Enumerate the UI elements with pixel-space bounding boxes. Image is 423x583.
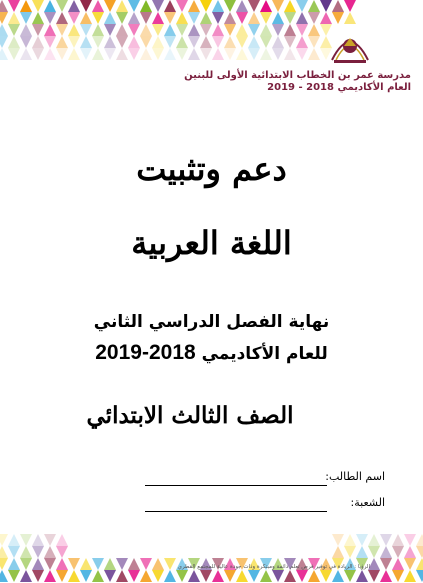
pattern-triangle: [56, 48, 68, 60]
pattern-triangle: [152, 570, 164, 582]
pattern-triangle: [80, 12, 92, 24]
pattern-triangle: [32, 12, 44, 24]
pattern-triangle: [20, 534, 32, 546]
pattern-triangle: [92, 24, 104, 36]
pattern-triangle: [272, 0, 284, 12]
pattern-triangle: [236, 48, 248, 60]
pattern-triangle: [176, 48, 188, 60]
pattern-triangle: [56, 570, 68, 582]
pattern-triangle: [44, 534, 56, 546]
pattern-triangle: [308, 36, 320, 48]
pattern-triangle: [200, 48, 212, 60]
pattern-triangle: [164, 12, 176, 24]
pattern-triangle: [20, 36, 32, 48]
pattern-triangle: [44, 546, 56, 558]
pattern-triangle: [20, 24, 32, 36]
pattern-triangle: [116, 12, 128, 24]
pattern-triangle: [188, 12, 200, 24]
pattern-triangle: [248, 48, 260, 60]
pattern-triangle: [140, 12, 152, 24]
pattern-triangle: [20, 0, 32, 12]
pattern-triangle: [224, 0, 236, 12]
pattern-triangle: [140, 570, 152, 582]
pattern-triangle: [284, 12, 296, 24]
pattern-triangle: [284, 36, 296, 48]
pattern-triangle: [248, 24, 260, 36]
pattern-triangle: [20, 48, 32, 60]
pattern-triangle: [104, 12, 116, 24]
pattern-triangle: [44, 570, 56, 582]
pattern-triangle: [56, 36, 68, 48]
pattern-triangle: [152, 24, 164, 36]
pattern-triangle: [260, 48, 272, 60]
pattern-triangle: [164, 36, 176, 48]
pattern-triangle: [212, 0, 224, 12]
pattern-triangle: [188, 24, 200, 36]
pattern-triangle: [68, 48, 80, 60]
pattern-triangle: [80, 36, 92, 48]
pattern-triangle: [104, 0, 116, 12]
pattern-triangle: [332, 570, 344, 582]
pattern-triangle: [200, 24, 212, 36]
student-name-line[interactable]: [145, 485, 327, 486]
pattern-triangle: [284, 24, 296, 36]
pattern-triangle: [320, 0, 332, 12]
pattern-triangle: [56, 0, 68, 12]
pattern-triangle: [272, 24, 284, 36]
pattern-triangle: [152, 36, 164, 48]
pattern-triangle: [56, 546, 68, 558]
pattern-triangle: [128, 570, 140, 582]
pattern-triangle: [296, 570, 308, 582]
pattern-triangle: [392, 546, 404, 558]
pattern-triangle: [92, 36, 104, 48]
pattern-triangle: [320, 570, 332, 582]
pattern-triangle: [8, 534, 20, 546]
pattern-triangle: [356, 534, 368, 546]
pattern-triangle: [20, 546, 32, 558]
pattern-triangle: [92, 12, 104, 24]
school-name: مدرسة عمر بن الخطاب الابتدائية الأولى للبنين: [184, 70, 411, 81]
pattern-triangle: [416, 570, 423, 582]
pattern-triangle: [44, 24, 56, 36]
pattern-triangle: [116, 24, 128, 36]
pattern-triangle: [344, 534, 356, 546]
pattern-triangle: [116, 36, 128, 48]
pattern-triangle: [356, 570, 368, 582]
pattern-triangle: [260, 36, 272, 48]
pattern-triangle: [104, 570, 116, 582]
academic-year-prefix: للعام الأكاديمي: [195, 344, 328, 364]
pattern-triangle: [68, 36, 80, 48]
pattern-triangle: [128, 24, 140, 36]
decorative-footer-pattern: [0, 528, 423, 583]
pattern-triangle: [80, 570, 92, 582]
pattern-triangle: [380, 546, 392, 558]
pattern-triangle: [392, 558, 404, 570]
pattern-triangle: [80, 24, 92, 36]
pattern-triangle: [56, 24, 68, 36]
pattern-triangle: [8, 36, 20, 48]
student-name-label: اسم الطالب:: [325, 470, 385, 483]
pattern-triangle: [152, 0, 164, 12]
pattern-triangle: [140, 24, 152, 36]
pattern-triangle: [104, 48, 116, 60]
pattern-triangle: [308, 48, 320, 60]
pattern-triangle: [296, 36, 308, 48]
pattern-triangle: [44, 12, 56, 24]
pattern-triangle: [236, 12, 248, 24]
pattern-triangle: [44, 558, 56, 570]
pattern-triangle: [308, 0, 320, 12]
section-label: الشعبة:: [350, 496, 385, 509]
pattern-triangle: [224, 570, 236, 582]
pattern-triangle: [416, 534, 423, 546]
school-logo: [324, 20, 376, 68]
pattern-triangle: [368, 534, 380, 546]
pattern-triangle: [236, 36, 248, 48]
pattern-triangle: [404, 546, 416, 558]
pattern-triangle: [0, 570, 8, 582]
pattern-triangle: [164, 48, 176, 60]
pattern-triangle: [260, 12, 272, 24]
pattern-triangle: [236, 570, 248, 582]
pattern-triangle: [248, 570, 260, 582]
pattern-triangle: [404, 558, 416, 570]
pattern-triangle: [404, 534, 416, 546]
pattern-triangle: [176, 570, 188, 582]
grade-title: الصف الثالث الابتدائي: [86, 402, 294, 429]
pattern-triangle: [8, 48, 20, 60]
pattern-triangle: [164, 24, 176, 36]
pattern-triangle: [248, 36, 260, 48]
pattern-triangle: [20, 570, 32, 582]
pattern-triangle: [188, 0, 200, 12]
pattern-triangle: [380, 534, 392, 546]
section-field[interactable]: [145, 496, 385, 516]
pattern-triangle: [308, 24, 320, 36]
pattern-triangle: [344, 546, 356, 558]
pattern-triangle: [0, 36, 8, 48]
pattern-triangle: [248, 12, 260, 24]
pattern-triangle: [332, 546, 344, 558]
section-line[interactable]: [145, 511, 327, 512]
pattern-triangle: [0, 48, 8, 60]
pattern-triangle: [272, 12, 284, 24]
pattern-triangle: [344, 570, 356, 582]
pattern-triangle: [176, 0, 188, 12]
pattern-triangle: [164, 570, 176, 582]
pattern-triangle: [224, 24, 236, 36]
pattern-triangle: [44, 48, 56, 60]
pattern-triangle: [116, 0, 128, 12]
pattern-triangle: [380, 558, 392, 570]
pattern-triangle: [188, 570, 200, 582]
pattern-triangle: [92, 0, 104, 12]
pattern-triangle: [212, 24, 224, 36]
pattern-triangle: [212, 12, 224, 24]
pattern-triangle: [200, 36, 212, 48]
pattern-triangle: [8, 12, 20, 24]
pattern-triangle: [56, 12, 68, 24]
pattern-triangle: [236, 24, 248, 36]
pattern-triangle: [44, 0, 56, 12]
pattern-triangle: [8, 24, 20, 36]
pattern-triangle: [284, 48, 296, 60]
pattern-triangle: [284, 0, 296, 12]
pattern-triangle: [212, 570, 224, 582]
pattern-triangle: [128, 48, 140, 60]
pattern-triangle: [140, 48, 152, 60]
pattern-triangle: [8, 0, 20, 12]
pattern-triangle: [200, 12, 212, 24]
pattern-triangle: [8, 570, 20, 582]
pattern-triangle: [128, 0, 140, 12]
pattern-triangle: [224, 48, 236, 60]
pattern-triangle: [164, 0, 176, 12]
academic-year-title: [0, 341, 423, 365]
pattern-triangle: [416, 546, 423, 558]
vision-statement: الرؤيا : الريادة في توفير فرص تعلم دائمة ومبتكرة وذات جودة عالية للمجتمع القطري: [177, 564, 370, 570]
pattern-triangle: [0, 24, 8, 36]
pattern-triangle: [20, 558, 32, 570]
pattern-triangle: [392, 534, 404, 546]
pattern-triangle: [32, 570, 44, 582]
subject-title: اللغة العربية: [131, 224, 292, 262]
pattern-triangle: [344, 0, 356, 12]
pattern-triangle: [68, 570, 80, 582]
pattern-triangle: [128, 12, 140, 24]
pattern-triangle: [260, 0, 272, 12]
pattern-triangle: [392, 570, 404, 582]
pattern-triangle: [200, 570, 212, 582]
student-name-field[interactable]: [145, 470, 385, 490]
pattern-triangle: [0, 546, 8, 558]
pattern-triangle: [356, 546, 368, 558]
pattern-triangle: [188, 36, 200, 48]
pattern-triangle: [368, 546, 380, 558]
pattern-triangle: [176, 36, 188, 48]
pattern-triangle: [308, 570, 320, 582]
pattern-triangle: [224, 12, 236, 24]
pattern-triangle: [188, 48, 200, 60]
pattern-triangle: [152, 12, 164, 24]
pattern-triangle: [236, 0, 248, 12]
pattern-triangle: [404, 570, 416, 582]
pattern-triangle: [0, 12, 8, 24]
pattern-triangle: [32, 0, 44, 12]
pattern-triangle: [176, 24, 188, 36]
pattern-triangle: [332, 534, 344, 546]
pattern-triangle: [104, 36, 116, 48]
pattern-triangle: [32, 558, 44, 570]
term-title: نهاية الفصل الدراسي الثاني: [93, 312, 330, 332]
pattern-triangle: [80, 48, 92, 60]
pattern-triangle: [92, 570, 104, 582]
pattern-triangle: [68, 12, 80, 24]
pattern-triangle: [128, 36, 140, 48]
pattern-triangle: [44, 36, 56, 48]
pattern-triangle: [56, 534, 68, 546]
pattern-triangle: [380, 570, 392, 582]
pattern-triangle: [260, 570, 272, 582]
pattern-triangle: [0, 558, 8, 570]
pattern-triangle: [20, 12, 32, 24]
pattern-triangle: [200, 0, 212, 12]
pattern-triangle: [104, 24, 116, 36]
pattern-triangle: [332, 0, 344, 12]
pattern-triangle: [56, 558, 68, 570]
academic-year-value: 2018-2019: [95, 341, 196, 364]
pattern-triangle: [32, 546, 44, 558]
pattern-triangle: [152, 48, 164, 60]
pattern-triangle: [32, 24, 44, 36]
pattern-triangle: [296, 48, 308, 60]
pattern-triangle: [92, 48, 104, 60]
pattern-triangle: [248, 0, 260, 12]
pattern-triangle: [212, 48, 224, 60]
pattern-triangle: [176, 12, 188, 24]
pattern-triangle: [140, 0, 152, 12]
pattern-triangle: [68, 0, 80, 12]
pattern-triangle: [80, 0, 92, 12]
pattern-triangle: [296, 12, 308, 24]
pattern-triangle: [116, 570, 128, 582]
pattern-triangle: [0, 0, 8, 12]
pattern-triangle: [212, 36, 224, 48]
pattern-triangle: [32, 48, 44, 60]
pattern-triangle: [0, 534, 8, 546]
pattern-triangle: [260, 24, 272, 36]
pattern-triangle: [272, 36, 284, 48]
pattern-triangle: [224, 36, 236, 48]
pattern-triangle: [416, 558, 423, 570]
pattern-triangle: [272, 570, 284, 582]
pattern-triangle: [32, 534, 44, 546]
pattern-triangle: [296, 24, 308, 36]
pattern-triangle: [140, 36, 152, 48]
pattern-triangle: [116, 48, 128, 60]
pattern-triangle: [32, 36, 44, 48]
header-academic-year: العام الأكاديمي 2018 - 2019: [267, 82, 411, 93]
pattern-triangle: [284, 570, 296, 582]
pattern-triangle: [8, 546, 20, 558]
pattern-triangle: [8, 558, 20, 570]
pattern-triangle: [296, 0, 308, 12]
pattern-triangle: [68, 24, 80, 36]
main-title: دعم وتثبيت: [136, 150, 287, 188]
pattern-triangle: [272, 48, 284, 60]
pattern-triangle: [368, 570, 380, 582]
pattern-triangle: [308, 12, 320, 24]
